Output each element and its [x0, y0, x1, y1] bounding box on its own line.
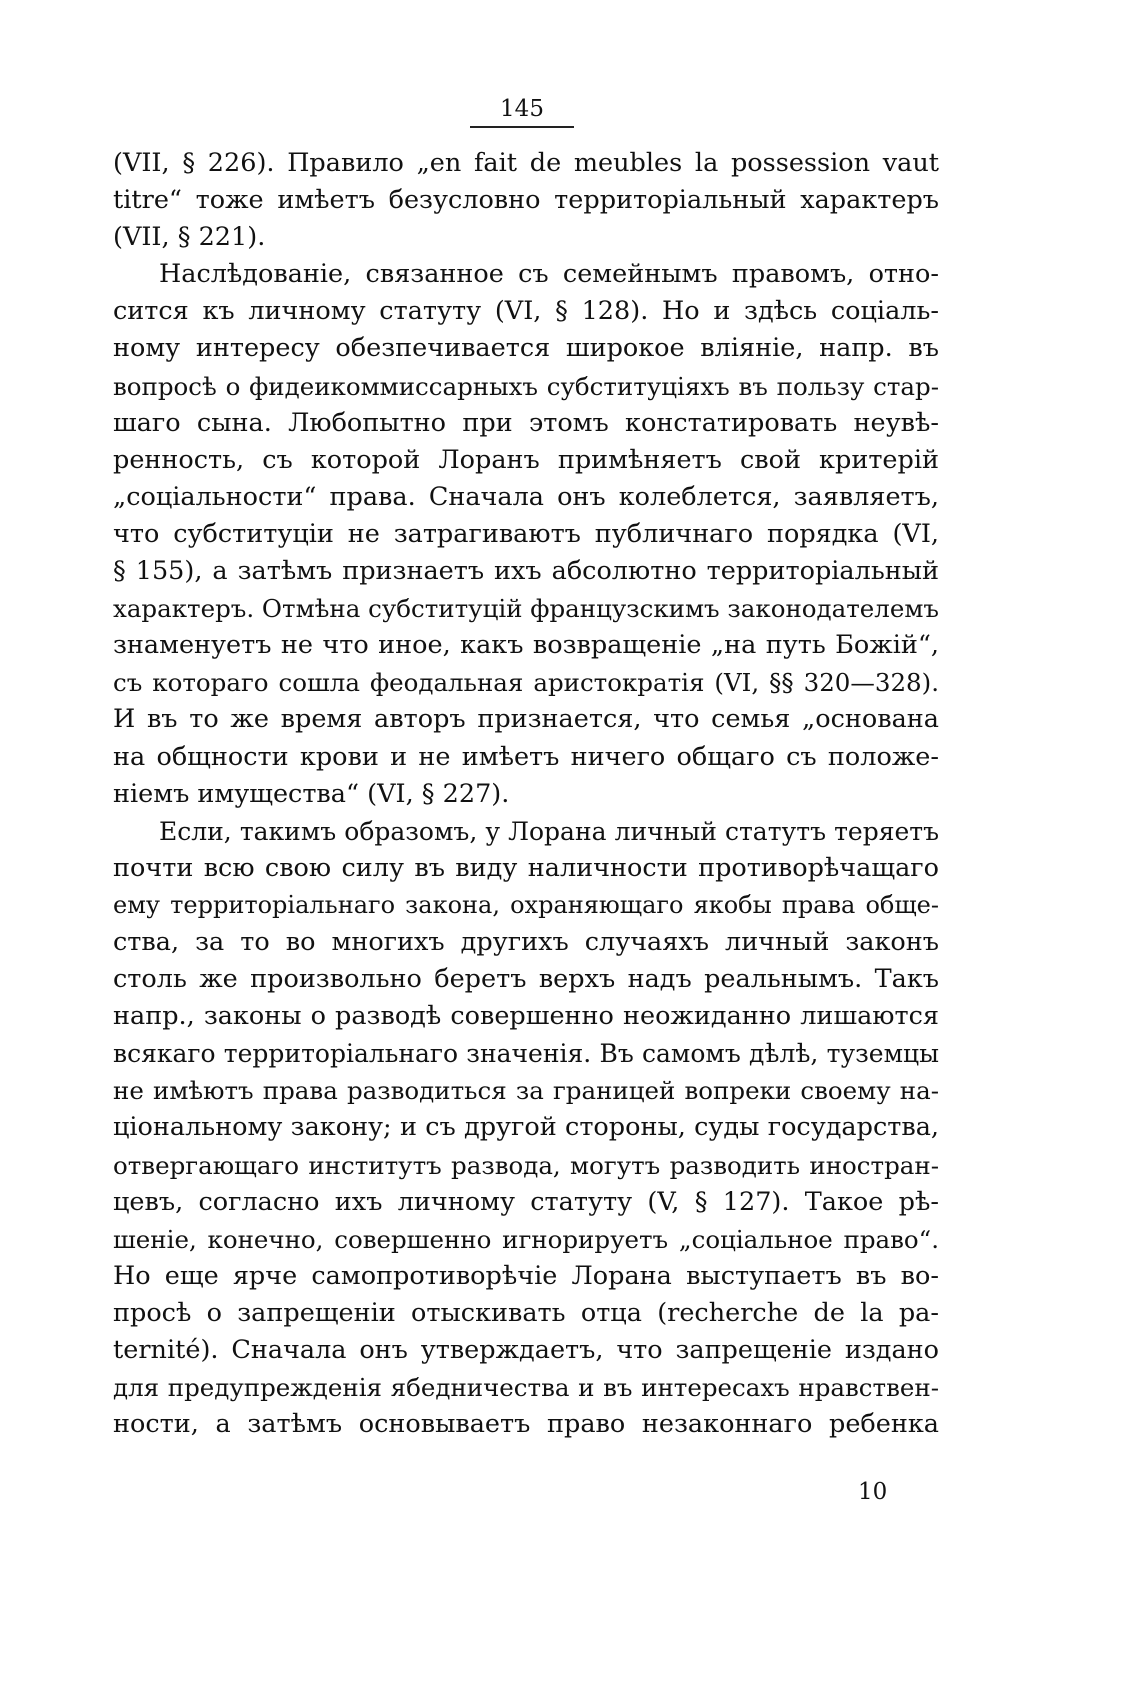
text-line: просѣ о запрещеніи отыскивать отца (recherche de la pa- — [113, 1297, 939, 1328]
text-line: вопросѣ о фидеикоммиссарныхъ субституціяхъ въ пользу стар- — [113, 371, 939, 401]
text-line: характеръ. Отмѣна субституцій французскимъ законодателемъ — [113, 594, 939, 624]
paragraph-2 — [113, 256, 939, 812]
text-line: ему территоріальнаго закона, охраняющаго якобы права обще- — [113, 890, 939, 919]
text-line: отвергающаго институтъ развода, могутъ разводить иностран- — [113, 1150, 939, 1180]
text-line: (VII, § 226). Правило „en fait de meubles la possession vaut — [113, 148, 939, 178]
signature-mark: 10 — [858, 1479, 888, 1505]
text-line: на общности крови и не имѣетъ ничего общаго съ положе- — [113, 741, 939, 772]
text-line: для предупрежденія ябедничества и въ интересахъ нравствен- — [113, 1373, 939, 1403]
text-line: ства, за то во многихъ другихъ случаяхъ личный законъ — [113, 926, 939, 957]
text-line: знаменуетъ не что иное, какъ возвращеніе „на путь Божій“, — [113, 630, 939, 661]
text-line: И въ то же время авторъ признается, что семья „основана — [113, 704, 939, 735]
text-line: § 155), а затѣмъ признаетъ ихъ абсолютно территоріальный — [113, 556, 939, 587]
text-line: ности, а затѣмъ основываетъ право незаконнаго ребенка — [113, 1409, 939, 1440]
text-line: шеніе, конечно, совершенно игнорируетъ „соціальное право“. — [113, 1224, 939, 1254]
text-line: (VII, § 221). — [113, 222, 266, 253]
text-line: ніемъ имущества“ (VI, § 227). — [113, 778, 510, 809]
text-line: столь же произвольно беретъ верхъ надъ реальнымъ. Такъ — [113, 964, 939, 995]
text-line: почти всю свою силу въ виду наличности противорѣчащаго — [113, 852, 939, 883]
text-line: не имѣютъ права разводиться за границей вопреки своему на- — [113, 1076, 939, 1106]
text-line: ternité). Сначала онъ утверждаетъ, что запрещеніе издано — [113, 1335, 939, 1365]
text-line: сится къ личному статуту (VI, § 128). Но и здѣсь соціаль- — [113, 296, 939, 327]
text-line: ренность, съ которой Лоранъ примѣняетъ свой критерій — [113, 444, 939, 475]
text-line: что субституціи не затрагиваютъ публичнаго порядка (VI, — [113, 518, 939, 549]
text-line: Если, такимъ образомъ, у Лорана личный статутъ теряетъ — [159, 816, 939, 846]
body-text — [113, 145, 939, 1443]
paragraph-1 — [113, 145, 939, 256]
text-line: ціональному закону; и съ другой стороны, суды государства, — [113, 1112, 939, 1143]
text-line: съ котораго сошла феодальная аристократія (VI, §§ 320—328). — [113, 668, 939, 698]
text-line: цевъ, согласно ихъ личному статуту (V, § 127). Такое рѣ- — [113, 1186, 939, 1217]
text-line: шаго сына. Любопытно при этомъ констатировать неувѣ- — [113, 407, 939, 438]
text-line: „соціальности“ права. Сначала онъ колеблется, заявляетъ, — [113, 481, 939, 512]
paragraph-3 — [113, 813, 939, 1444]
text-line: Наслѣдованіе, связанное съ семейнымъ правомъ, отно- — [159, 259, 939, 290]
text-line: ному интересу обезпечивается широкое вліяніе, напр. въ — [113, 333, 939, 364]
text-line: напр., законы о разводѣ совершенно неожиданно лишаются — [113, 1001, 939, 1032]
page-number: 145 — [500, 96, 544, 122]
text-line: Но еще ярче самопротиворѣчіе Лорана выступаетъ въ во- — [113, 1260, 939, 1291]
text-line: titre“ тоже имѣетъ безусловно территоріальный характеръ — [113, 185, 939, 216]
page-number-rule — [470, 126, 574, 128]
text-line: всякаго территоріальнаго значенія. Въ самомъ дѣлѣ, туземцы — [113, 1039, 939, 1069]
